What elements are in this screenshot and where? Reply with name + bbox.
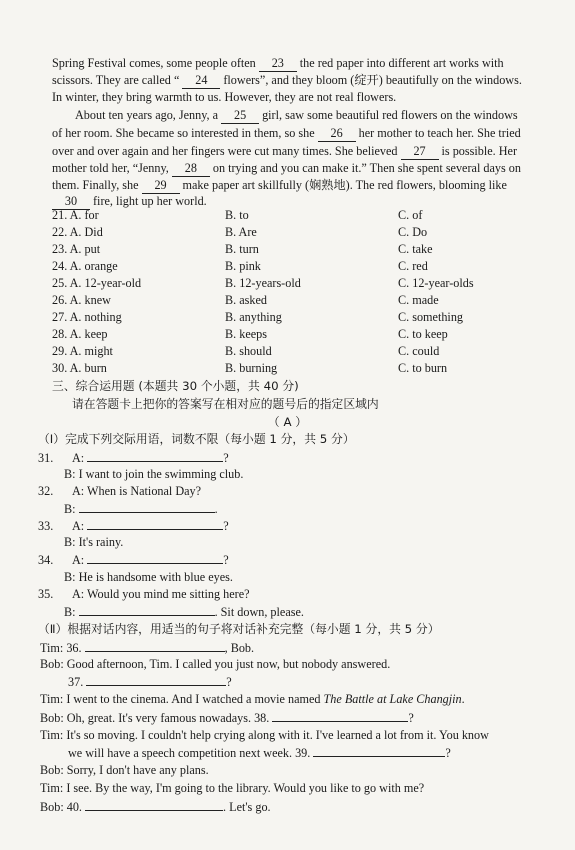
- answer-blank-36[interactable]: [85, 639, 225, 652]
- part-label: （ A ）: [267, 415, 308, 429]
- subsection-1-title: （Ⅰ）完成下列交际用语，词数不限（每小题 1 分，共 5 分）: [38, 432, 355, 446]
- q32-a-line: 32. A: When is National Day?: [38, 484, 202, 498]
- cloze-line-9: 30 fire, light up her world.: [52, 193, 557, 210]
- cloze-line-4: About ten years ago, Jenny, a 25 girl, saw some beautiful red flowers on the windows: [75, 108, 518, 122]
- d40-tim-line: Tim: I see. By the way, I'm going to the library. Would you like to go with me?: [40, 781, 425, 795]
- cloze-line-1: Spring Festival comes, some people often 23 the red paper into different art works with: [52, 56, 504, 70]
- d40-bob-line: Bob: 40. . Let's go.: [40, 800, 271, 814]
- option-row-25: 25. A. 12-year-old B. 12-years-old C. 12-year-olds: [52, 276, 474, 290]
- option-row-24: 24. A. orange B. pink C. red: [52, 259, 428, 273]
- cloze-line-2: scissors. They are called “ 24 flowers”, and they bloom (绽开) beautifully on the windows.: [52, 73, 522, 87]
- q35-a-line: 35. A: Would you mind me sitting here?: [38, 587, 250, 601]
- option-row-22: 22. A. Did B. Are C. Do: [52, 225, 428, 239]
- option-row-28: 28. A. keep B. keeps C. to keep: [52, 327, 448, 341]
- option-row-21: 21. A. for B. to C. of: [52, 208, 423, 222]
- cloze-line-8: them. Finally, she 29 make paper art skillfully (娴熟地). The red flowers, blooming like: [52, 178, 507, 192]
- answer-blank-35[interactable]: [79, 603, 215, 616]
- blank-24: 24: [182, 72, 220, 89]
- d36-bob-line: Bob: Good afternoon, Tim. I called you just now, but nobody answered.: [40, 657, 391, 671]
- answer-blank-40[interactable]: [85, 798, 223, 811]
- answer-blank-38[interactable]: [272, 709, 408, 722]
- q33-b-line: B: It's rainy.: [64, 535, 124, 549]
- q34-b-line: B: He is handsome with blue eyes.: [64, 570, 233, 584]
- blank-26: 26: [318, 125, 356, 142]
- q33-a-line: 33. A: ?: [38, 519, 229, 533]
- option-row-30: 30. A. burn B. burning C. to burn: [52, 361, 448, 375]
- answer-blank-34[interactable]: [87, 551, 223, 564]
- q34-a-line: 34. A: ?: [38, 553, 229, 567]
- d39-bob-line: Bob: Sorry, I don't have any plans.: [40, 763, 209, 777]
- answer-blank-33[interactable]: [87, 517, 223, 530]
- option-row-27: 27. A. nothing B. anything C. something: [52, 310, 464, 324]
- q31-a-line: 31. A: ?: [38, 451, 229, 465]
- d37-line: 37. ?: [68, 675, 232, 689]
- blank-30: 30: [52, 193, 90, 210]
- d39-line-1: Tim: It's so moving. I couldn't help crying along with it. I've learned a lot from it. You know: [40, 728, 489, 742]
- answer-blank-31[interactable]: [87, 449, 223, 462]
- option-row-26: 26. A. knew B. asked C. made: [52, 293, 439, 307]
- answer-blank-37[interactable]: [86, 673, 226, 686]
- d36-line: Tim: 36. , Bob.: [40, 641, 255, 655]
- option-row-23: 23. A. put B. turn C. take: [52, 242, 433, 256]
- answer-blank-32[interactable]: [79, 500, 215, 513]
- option-row-29: 29. A. might B. should C. could: [52, 344, 440, 358]
- cloze-line-3: In winter, they bring warmth to us. However, they are not real flowers.: [52, 90, 397, 104]
- d39-line-2: we will have a speech competition next week. 39. ?: [68, 746, 451, 760]
- d38-line: Bob: Oh, great. It's very famous nowadays. 38. ?: [40, 711, 414, 725]
- d37-tim-line: Tim: I went to the cinema. And I watched a movie named The Battle at Lake Changjin.: [40, 692, 465, 706]
- blank-25: 25: [221, 107, 259, 124]
- blank-27: 27: [401, 143, 439, 160]
- q32-b-line: B: .: [64, 502, 218, 516]
- answer-blank-39[interactable]: [313, 744, 445, 757]
- q35-b-line: B: . Sit down, please.: [64, 605, 304, 619]
- subsection-2-title: （Ⅱ）根据对话内容，用适当的句子将对话补充完整（每小题 1 分，共 5 分）: [38, 622, 440, 636]
- blank-23: 23: [259, 55, 297, 72]
- cloze-line-5: of her room. She became so interested in them, so she 26 her mother to teach her. She tried: [52, 126, 521, 140]
- cloze-line-7: mother told her, “Jenny, 28 on trying and you can make it.” Then she spent several days on: [52, 161, 521, 175]
- q31-b-line: B: I want to join the swimming club.: [64, 467, 244, 481]
- cloze-line-6: over and over again and her fingers were cut many times. She believed 27 is possible. Her: [52, 144, 518, 158]
- section-title: 三、综合运用题 (本题共 30 个小题，共 40 分): [52, 379, 299, 393]
- blank-28: 28: [172, 160, 210, 177]
- section-instruction: 请在答题卡上把你的答案写在相对应的题号后的指定区域内: [72, 397, 379, 411]
- blank-29: 29: [142, 177, 180, 194]
